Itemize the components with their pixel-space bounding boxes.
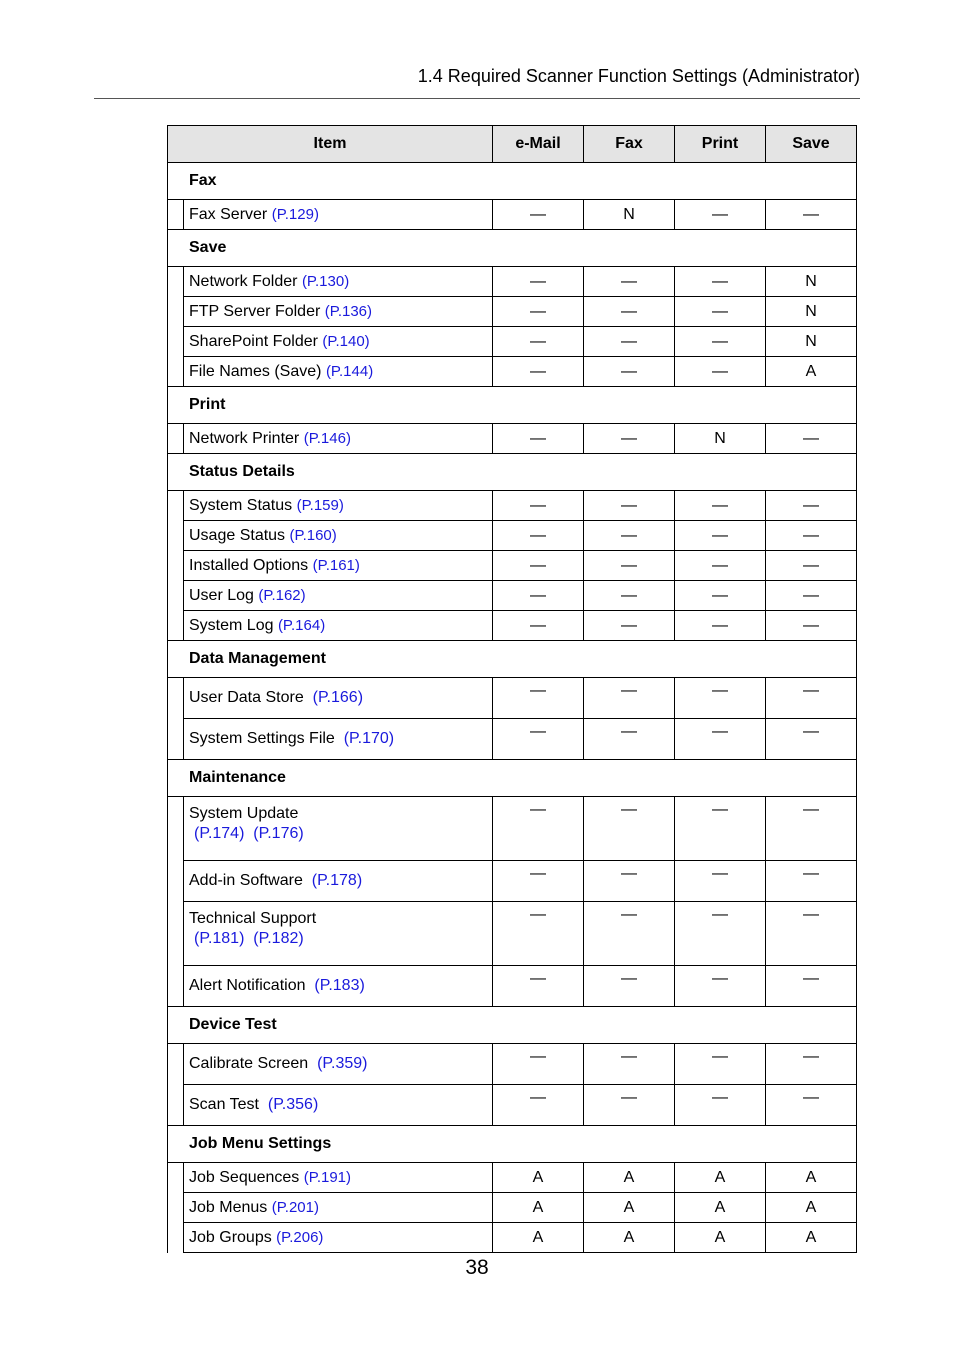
item-label: Network Folder xyxy=(189,272,298,290)
table-row xyxy=(168,902,857,966)
email-value: — xyxy=(493,491,584,521)
row-indent xyxy=(168,1223,184,1253)
item-label: FTP Server Folder xyxy=(189,302,321,320)
item-cell xyxy=(184,267,493,297)
email-value: — xyxy=(493,424,584,454)
fax-value: — xyxy=(584,357,675,387)
table-row xyxy=(168,1223,857,1253)
print-value: — xyxy=(675,551,766,581)
row-indent xyxy=(168,491,184,521)
item-cell xyxy=(184,1163,493,1193)
fax-value: A xyxy=(584,1223,675,1253)
row-indent xyxy=(168,327,184,357)
email-value: — xyxy=(493,200,584,230)
print-value: — xyxy=(675,267,766,297)
item-label: SharePoint Folder xyxy=(189,332,318,350)
fax-value: — xyxy=(584,521,675,551)
section-row xyxy=(168,1007,857,1044)
row-indent xyxy=(168,611,184,641)
page-reference-link[interactable]: (P.176) xyxy=(253,825,304,842)
row-indent xyxy=(168,1193,184,1223)
row-indent xyxy=(168,678,184,719)
row-indent xyxy=(168,424,184,454)
fax-value: — xyxy=(584,797,675,861)
item-label: File Names (Save) xyxy=(189,362,322,380)
print-value: — xyxy=(675,491,766,521)
row-indent xyxy=(168,357,184,387)
running-header: 1.4 Required Scanner Function Settings (Administrator) xyxy=(417,66,860,86)
page-refs xyxy=(306,977,365,994)
page-reference-link[interactable]: (P.191) xyxy=(303,1168,352,1186)
fax-value: — xyxy=(584,327,675,357)
print-value: — xyxy=(675,581,766,611)
print-value: A xyxy=(675,1193,766,1223)
section-row xyxy=(168,641,857,678)
print-value: — xyxy=(675,521,766,551)
section-title: Status Details xyxy=(168,454,857,491)
page-number: 38 xyxy=(465,1256,489,1279)
page-refs xyxy=(297,273,349,290)
table-row xyxy=(168,357,857,387)
item-label: Technical Support xyxy=(189,910,317,927)
section-row xyxy=(168,454,857,491)
print-value: — xyxy=(675,678,766,719)
fax-value: — xyxy=(584,267,675,297)
save-value: — xyxy=(766,678,857,719)
email-value: — xyxy=(493,521,584,551)
save-value: — xyxy=(766,797,857,861)
page-reference-link[interactable]: (P.201) xyxy=(271,1198,319,1216)
page-refs xyxy=(267,1199,319,1216)
email-value: — xyxy=(493,719,584,760)
print-value: A xyxy=(675,1163,766,1193)
save-value: A xyxy=(766,1163,857,1193)
page-refs xyxy=(254,587,306,604)
save-value: — xyxy=(766,1044,857,1085)
item-cell xyxy=(184,678,493,719)
fax-value: — xyxy=(584,1085,675,1126)
column-header-save: Save xyxy=(766,126,857,163)
item-label: User Data Store xyxy=(189,689,304,706)
item-label: Alert Notification xyxy=(189,977,306,994)
table-row xyxy=(168,966,857,1007)
section-title: Device Test xyxy=(168,1007,857,1044)
row-indent xyxy=(168,267,184,297)
email-value: — xyxy=(493,611,584,641)
fax-value: — xyxy=(584,424,675,454)
item-label: System Update xyxy=(189,805,299,822)
page-refs xyxy=(267,206,319,223)
page-refs xyxy=(189,929,492,949)
section-row xyxy=(168,760,857,797)
item-cell xyxy=(184,581,493,611)
table-row xyxy=(168,297,857,327)
table-row xyxy=(168,678,857,719)
save-value: — xyxy=(766,491,857,521)
item-cell xyxy=(184,521,493,551)
page-refs xyxy=(285,527,337,544)
fax-value: — xyxy=(584,678,675,719)
row-indent xyxy=(168,521,184,551)
row-indent xyxy=(168,966,184,1007)
print-value: — xyxy=(675,297,766,327)
email-value: — xyxy=(493,678,584,719)
section-row xyxy=(168,387,857,424)
table-header-row xyxy=(168,126,857,163)
print-value: — xyxy=(675,861,766,902)
print-value: — xyxy=(675,200,766,230)
print-value: — xyxy=(675,357,766,387)
save-value: — xyxy=(766,551,857,581)
page-reference-link[interactable]: (P.206) xyxy=(276,1228,324,1246)
item-cell xyxy=(184,966,493,1007)
fax-value: — xyxy=(584,861,675,902)
row-indent xyxy=(168,902,184,966)
item-label: Installed Options xyxy=(189,556,309,574)
fax-value: — xyxy=(584,297,675,327)
page-refs xyxy=(308,1055,367,1072)
page-reference-link[interactable]: (P.146) xyxy=(303,429,351,447)
save-value: — xyxy=(766,424,857,454)
row-indent xyxy=(168,551,184,581)
email-value: — xyxy=(493,797,584,861)
header-rule xyxy=(94,98,860,99)
item-label: Fax Server xyxy=(189,205,268,223)
email-value: A xyxy=(493,1163,584,1193)
page-reference-link[interactable]: (P.181) xyxy=(194,930,245,947)
save-value: — xyxy=(766,200,857,230)
item-label: System Status xyxy=(189,496,293,514)
email-value: — xyxy=(493,1044,584,1085)
page-reference-link[interactable]: (P.160) xyxy=(289,526,337,544)
fax-value: — xyxy=(584,491,675,521)
item-label: Calibrate Screen xyxy=(189,1055,309,1072)
fax-value: — xyxy=(584,551,675,581)
item-cell xyxy=(184,719,493,760)
settings-table xyxy=(167,125,857,1253)
item-label: System Settings File xyxy=(189,730,335,747)
page-reference-link[interactable]: (P.359) xyxy=(317,1055,368,1072)
page-refs xyxy=(273,617,325,634)
row-indent xyxy=(168,1044,184,1085)
table-row xyxy=(168,861,857,902)
item-label: Network Printer xyxy=(189,429,300,447)
fax-value: — xyxy=(584,581,675,611)
item-cell xyxy=(184,1193,493,1223)
save-value: — xyxy=(766,861,857,902)
page-reference-link[interactable]: (P.136) xyxy=(324,302,373,320)
print-value: — xyxy=(675,797,766,861)
item-label: Add-in Software xyxy=(189,872,303,889)
table-row xyxy=(168,581,857,611)
page-refs xyxy=(304,689,363,706)
save-value: — xyxy=(766,1085,857,1126)
page-reference-link[interactable]: (P.161) xyxy=(312,556,360,574)
section-row xyxy=(168,163,857,200)
table-row xyxy=(168,719,857,760)
save-value: N xyxy=(766,327,857,357)
email-value: — xyxy=(493,966,584,1007)
item-label: Usage Status xyxy=(189,526,286,544)
table-row xyxy=(168,1163,857,1193)
page-reference-link[interactable]: (P.182) xyxy=(253,930,304,947)
fax-value: N xyxy=(584,200,675,230)
item-cell xyxy=(184,297,493,327)
item-cell xyxy=(184,200,493,230)
save-value: — xyxy=(766,902,857,966)
item-cell xyxy=(184,491,493,521)
print-value: — xyxy=(675,719,766,760)
email-value: — xyxy=(493,861,584,902)
column-header-fax: Fax xyxy=(584,126,675,163)
fax-value: A xyxy=(584,1193,675,1223)
save-value: — xyxy=(766,966,857,1007)
row-indent xyxy=(168,861,184,902)
row-indent xyxy=(168,1085,184,1126)
table-row xyxy=(168,797,857,861)
save-value: — xyxy=(766,719,857,760)
column-header-print: Print xyxy=(675,126,766,163)
email-value: — xyxy=(493,267,584,297)
save-value: A xyxy=(766,357,857,387)
email-value: — xyxy=(493,297,584,327)
email-value: A xyxy=(493,1223,584,1253)
item-cell xyxy=(184,902,493,966)
item-label: Job Groups xyxy=(189,1228,272,1246)
fax-value: — xyxy=(584,966,675,1007)
save-value: — xyxy=(766,581,857,611)
email-value: — xyxy=(493,357,584,387)
section-title: Job Menu Settings xyxy=(168,1126,857,1163)
item-label: User Log xyxy=(189,586,254,604)
item-cell xyxy=(184,797,493,861)
section-row xyxy=(168,1126,857,1163)
item-cell xyxy=(184,327,493,357)
page-reference-link[interactable]: (P.159) xyxy=(296,496,344,514)
column-header-item: Item xyxy=(168,126,493,163)
item-label: Scan Test xyxy=(189,1096,259,1113)
save-value: A xyxy=(766,1223,857,1253)
item-cell xyxy=(184,424,493,454)
item-cell xyxy=(184,611,493,641)
print-value: — xyxy=(675,611,766,641)
table-row xyxy=(168,200,857,230)
item-label: System Log xyxy=(189,616,274,634)
table-row xyxy=(168,611,857,641)
page-refs xyxy=(335,730,394,747)
page-reference-link[interactable]: (P.356) xyxy=(267,1096,319,1113)
table-row xyxy=(168,1085,857,1126)
item-cell xyxy=(184,861,493,902)
section-title: Data Management xyxy=(168,641,857,678)
item-label: Job Menus xyxy=(189,1198,268,1216)
table-row xyxy=(168,551,857,581)
save-value: A xyxy=(766,1193,857,1223)
save-value: — xyxy=(766,521,857,551)
fax-value: A xyxy=(584,1163,675,1193)
row-indent xyxy=(168,797,184,861)
page-reference-link[interactable]: (P.129) xyxy=(271,205,319,223)
print-value: — xyxy=(675,966,766,1007)
page-refs xyxy=(308,557,360,574)
row-indent xyxy=(168,719,184,760)
page-reference-link[interactable]: (P.178) xyxy=(311,872,363,889)
table-row xyxy=(168,1044,857,1085)
page-refs xyxy=(272,1229,324,1246)
item-cell xyxy=(184,551,493,581)
page-refs xyxy=(189,824,492,844)
fax-value: — xyxy=(584,611,675,641)
page-refs xyxy=(318,333,370,350)
page-reference-link[interactable]: (P.144) xyxy=(325,362,374,380)
section-title: Fax xyxy=(168,163,857,200)
email-value: — xyxy=(493,551,584,581)
table-row xyxy=(168,491,857,521)
item-cell xyxy=(184,1044,493,1085)
email-value: — xyxy=(493,902,584,966)
table-row xyxy=(168,267,857,297)
page-reference-link[interactable]: (P.162) xyxy=(258,586,306,604)
print-value: — xyxy=(675,1044,766,1085)
fax-value: — xyxy=(584,719,675,760)
email-value: — xyxy=(493,327,584,357)
item-label: Job Sequences xyxy=(189,1168,300,1186)
print-value: — xyxy=(675,327,766,357)
email-value: — xyxy=(493,581,584,611)
section-row xyxy=(168,230,857,267)
page-reference-link[interactable]: (P.183) xyxy=(314,977,365,994)
save-value: N xyxy=(766,297,857,327)
row-indent xyxy=(168,1163,184,1193)
row-indent xyxy=(168,200,184,230)
column-header-email: e-Mail xyxy=(493,126,584,163)
fax-value: — xyxy=(584,902,675,966)
item-cell xyxy=(184,1223,493,1253)
page-refs xyxy=(259,1096,318,1113)
print-value: A xyxy=(675,1223,766,1253)
table-row xyxy=(168,424,857,454)
email-value: A xyxy=(493,1193,584,1223)
table-row xyxy=(168,1193,857,1223)
page-reference-link[interactable]: (P.140) xyxy=(322,332,370,350)
item-cell xyxy=(184,1085,493,1126)
page-refs xyxy=(320,303,372,320)
fax-value: — xyxy=(584,1044,675,1085)
page-refs xyxy=(303,872,362,889)
page-reference-link[interactable]: (P.130) xyxy=(301,272,350,290)
page-reference-link[interactable]: (P.166) xyxy=(312,689,364,706)
page-refs xyxy=(292,497,344,514)
save-value: N xyxy=(766,267,857,297)
section-title: Save xyxy=(168,230,857,267)
row-indent xyxy=(168,297,184,327)
print-value: — xyxy=(675,1085,766,1126)
print-value: N xyxy=(675,424,766,454)
page-refs xyxy=(321,363,373,380)
settings-table-body xyxy=(168,126,857,1253)
section-title: Maintenance xyxy=(168,760,857,797)
table-row xyxy=(168,521,857,551)
row-indent xyxy=(168,581,184,611)
page-reference-link[interactable]: (P.174) xyxy=(194,825,245,842)
item-cell xyxy=(184,357,493,387)
page-reference-link[interactable]: (P.170) xyxy=(343,730,395,747)
page-refs xyxy=(299,1169,351,1186)
table-row xyxy=(168,327,857,357)
save-value: — xyxy=(766,611,857,641)
section-title: Print xyxy=(168,387,857,424)
page-reference-link[interactable]: (P.164) xyxy=(277,616,326,634)
email-value: — xyxy=(493,1085,584,1126)
page-refs xyxy=(299,430,351,447)
print-value: — xyxy=(675,902,766,966)
